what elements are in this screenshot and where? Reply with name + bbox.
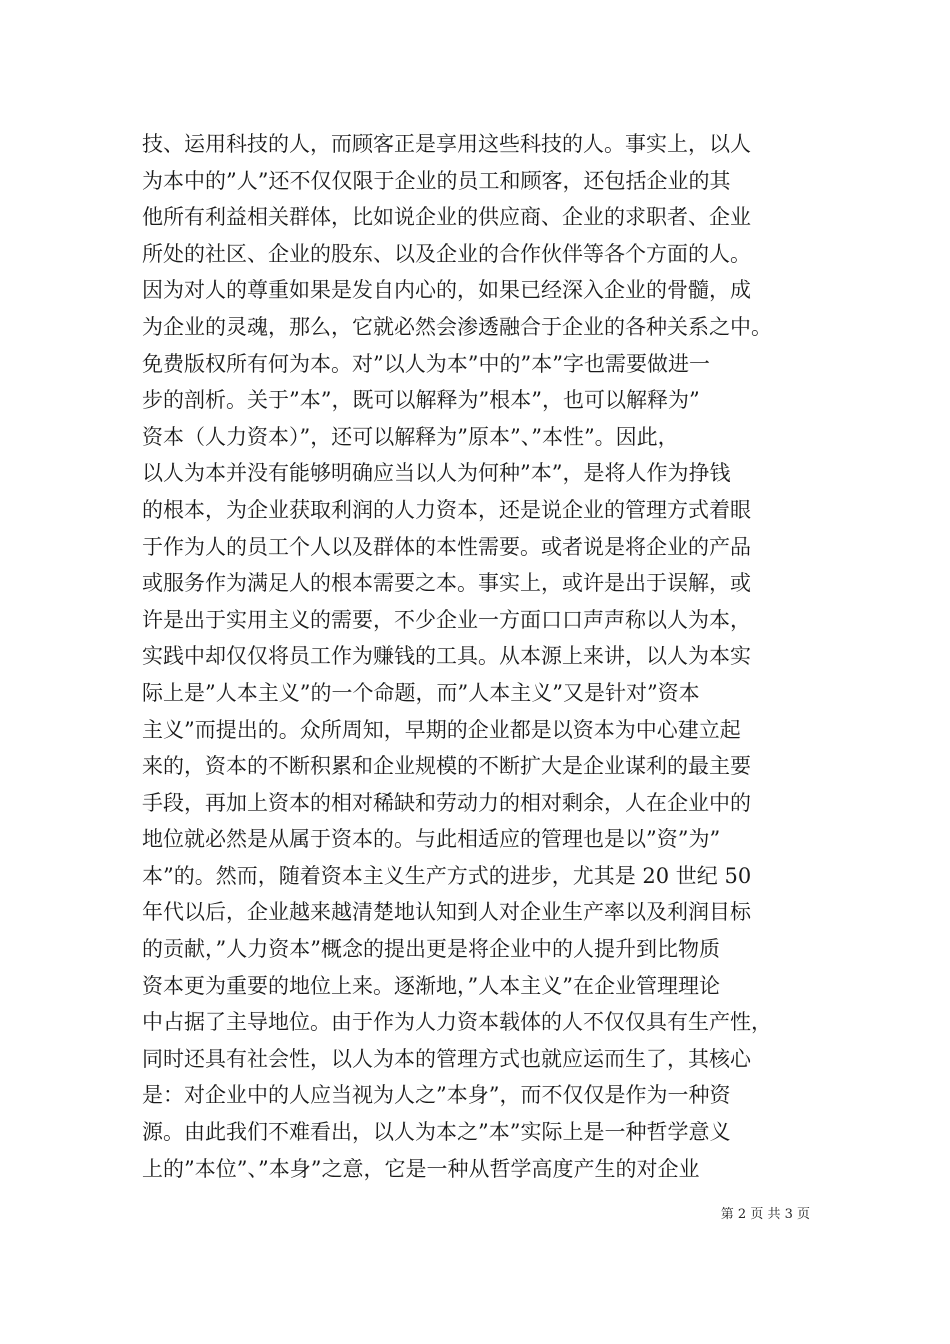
text-line: 免费版权所有何为本。对”以人为本”中的”本”字也需要做进一	[142, 351, 710, 376]
text-line: 本”的。然而，随着资本主义生产方式的进步，尤其是 20 世纪 50	[142, 863, 752, 888]
text-line: 手段，再加上资本的相对稀缺和劳动力的相对剩余，人在企业中的	[142, 790, 751, 815]
text-line: 源。由此我们不难看出，以人为本之”本”实际上是一种哲学意义	[142, 1120, 731, 1145]
text-line: 为本中的”人”还不仅仅限于企业的员工和顾客，还包括企业的其	[142, 168, 731, 193]
text-line: 于作为人的员工个人以及群体的本性需要。或者说是将企业的产品	[142, 534, 751, 559]
text-line: 以人为本并没有能够明确应当以人为何种”本”，是将人作为挣钱	[142, 461, 731, 486]
page-number: 第 2 页 共 3 页	[720, 1207, 810, 1222]
text-line: 他所有利益相关群体，比如说企业的供应商、企业的求职者、企业	[142, 205, 751, 230]
text-line: 来的，资本的不断积累和企业规模的不断扩大是企业谋利的最主要	[142, 754, 751, 779]
text-line: 步的剖析。关于”本”，既可以解释为”根本”，也可以解释为”	[142, 388, 700, 413]
text-line: 许是出于实用主义的需要，不少企业一方面口口声声称以人为本，	[142, 607, 751, 632]
text-line: 或服务作为满足人的根本需要之本。事实上，或许是出于误解，或	[142, 571, 751, 596]
text-line: 同时还具有社会性，以人为本的管理方式也就应运而生了，其核心	[142, 1046, 751, 1071]
text-line: 中占据了主导地位。由于作为人力资本载体的人不仅仅具有生产性，	[142, 1010, 772, 1035]
text-line: 所处的社区、企业的股东、以及企业的合作伙伴等各个方面的人。	[142, 241, 751, 266]
text-line: 实践中却仅仅将员工作为赚钱的工具。从本源上来讲，以人为本实	[142, 644, 751, 669]
body-text	[142, 126, 812, 1187]
text-line: 的根本，为企业获取利润的人力资本，还是说企业的管理方式着眼	[142, 497, 751, 522]
text-line: 是：对企业中的人应当视为人之”本身”，而不仅仅是作为一种资	[142, 1083, 731, 1108]
text-line: 上的”本位”、”本身”之意，它是一种从哲学高度产生的对企业	[142, 1156, 700, 1181]
text-line: 技、运用科技的人，而顾客正是享用这些科技的人。事实上，以人	[142, 132, 751, 156]
text-line: 资本（人力资本）”，还可以解释为”原本”、”本性”。因此，	[142, 424, 679, 449]
text-line: 年代以后，企业越来越清楚地认知到人对企业生产率以及利润目标	[142, 900, 751, 925]
text-line: 的贡献，”人力资本”概念的提出更是将企业中的人提升到比物质	[142, 937, 720, 962]
text-line: 地位就必然是从属于资本的。与此相适应的管理也是以”资”为”	[142, 827, 721, 852]
text-line: 际上是”人本主义”的一个命题，而”人本主义”又是针对”资本	[142, 680, 700, 705]
text-line: 资本更为重要的地位上来。逐渐地，”人本主义”在企业管理理论	[142, 973, 720, 998]
text-line: 主义”而提出的。众所周知，早期的企业都是以资本为中心建立起	[142, 717, 741, 742]
text-line: 为企业的灵魂，那么，它就必然会渗透融合于企业的各种关系之中。	[142, 314, 772, 339]
text-line: 因为对人的尊重如果是发自内心的，如果已经深入企业的骨髓，成	[142, 278, 751, 303]
